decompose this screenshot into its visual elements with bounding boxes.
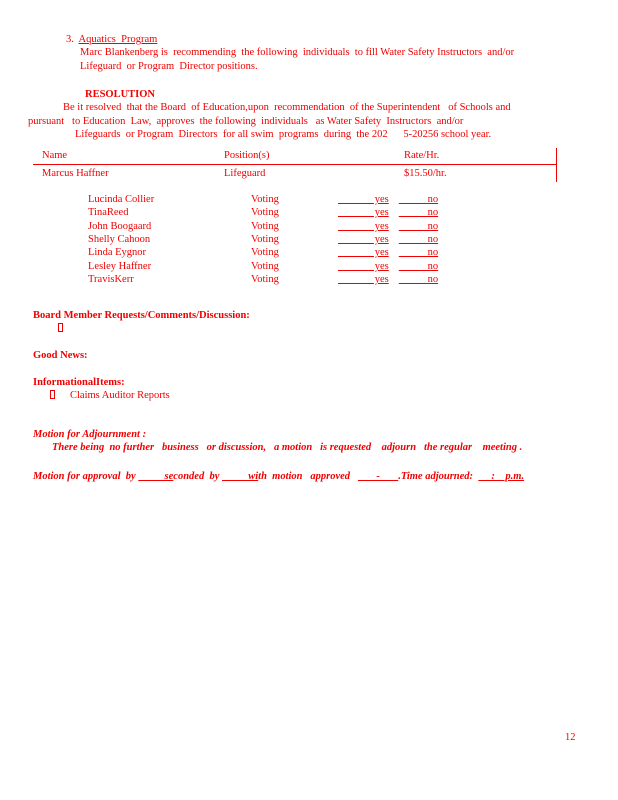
approval-part1: Motion for approval by bbox=[33, 471, 139, 482]
approval-blank-moved-by: se bbox=[138, 471, 174, 482]
vote-name: John Boogaard bbox=[88, 220, 152, 232]
vote-row bbox=[88, 260, 588, 273]
informational-heading: InformationalItems: bbox=[33, 377, 125, 388]
approval-line bbox=[33, 470, 613, 483]
header-rate: Rate/Hr. bbox=[404, 150, 440, 161]
vote-position: Voting bbox=[251, 220, 279, 232]
vote-name: Shelly Cahoon bbox=[88, 234, 151, 246]
cell-rate: $15.50/hr. bbox=[404, 168, 447, 180]
resolution-line1: Be it resolved that the Board of Education,upon recommendation of the Superintendent of Schools and bbox=[63, 102, 511, 114]
table-right-border bbox=[556, 148, 557, 182]
vote-no-blank: no bbox=[398, 247, 439, 259]
approval-part2: conded by bbox=[173, 471, 222, 482]
vote-no-blank: no bbox=[398, 260, 439, 272]
approval-blank-time: : p.m. bbox=[478, 471, 525, 482]
vote-yes-blank: yes bbox=[338, 247, 389, 259]
approval-blank-seconded-by: wi bbox=[222, 471, 259, 482]
vote-yes-blank: yes bbox=[338, 260, 389, 272]
approval-blank-vote-count: - bbox=[357, 471, 399, 482]
vote-yes-blank: yes bbox=[338, 274, 389, 286]
claims-item: Claims Auditor Reports bbox=[70, 390, 170, 402]
vote-yes-blank: yes bbox=[338, 194, 389, 205]
vote-row bbox=[88, 206, 588, 219]
empty-checkbox-icon bbox=[50, 390, 55, 399]
vote-row bbox=[88, 273, 588, 286]
informational-section bbox=[33, 376, 593, 403]
vote-name: Linda Eygnor bbox=[88, 247, 147, 259]
adjournment-body: There being no further business or discussion, a motion is requested adjourn the regular meeting . bbox=[52, 442, 523, 454]
approval-part4: .Time adjourned: bbox=[398, 471, 479, 482]
resolution-line2: pursuant to Education Law, approves the following individuals as Water Safety Instructors and/or bbox=[28, 115, 464, 127]
vote-row bbox=[88, 233, 588, 246]
vote-yes-blank: yes bbox=[338, 220, 389, 232]
vote-name: TinaReed bbox=[88, 207, 129, 219]
vote-row bbox=[88, 193, 588, 206]
aquatics-section bbox=[66, 33, 606, 73]
vote-yes-blank: yes bbox=[338, 234, 389, 246]
vote-position: Voting bbox=[251, 194, 279, 205]
resolution-section bbox=[28, 88, 610, 142]
aquatics-line1: Marc Blankenberg is recommending the following individuals to fill Water Safety Instructors and/or bbox=[80, 47, 515, 59]
rate-table bbox=[33, 148, 557, 181]
good-news-heading: Good News: bbox=[33, 350, 88, 361]
vote-row bbox=[88, 246, 588, 259]
vote-no-blank: no bbox=[398, 194, 439, 205]
header-name: Name bbox=[42, 150, 68, 161]
approval-part3: th motion approved bbox=[258, 471, 358, 482]
cell-name: Marcus Haffner bbox=[42, 168, 109, 180]
rate-table-header bbox=[33, 148, 557, 165]
vote-position: Voting bbox=[251, 247, 279, 259]
adjournment-heading: Motion for Adjournment : bbox=[33, 429, 147, 440]
header-position: Position(s) bbox=[224, 150, 270, 161]
board-member-section bbox=[33, 309, 593, 336]
cell-position: Lifeguard bbox=[224, 168, 266, 180]
aquatics-heading bbox=[66, 33, 606, 46]
good-news-section bbox=[33, 349, 593, 362]
vote-no-blank: no bbox=[398, 220, 439, 232]
vote-position: Voting bbox=[251, 234, 279, 246]
empty-checkbox-icon bbox=[58, 323, 63, 332]
aquatics-line2: Lifeguard or Program Director positions. bbox=[80, 60, 258, 72]
voting-list bbox=[88, 193, 588, 286]
table-row bbox=[33, 165, 557, 180]
board-member-heading: Board Member Requests/Comments/Discussion: bbox=[33, 310, 250, 321]
vote-position: Voting bbox=[251, 260, 279, 272]
vote-position: Voting bbox=[251, 207, 279, 219]
vote-name: TravisKerr bbox=[88, 274, 134, 286]
adjournment-section bbox=[33, 428, 608, 455]
vote-no-blank: no bbox=[398, 234, 439, 246]
aquatics-title: Aquatics Program bbox=[78, 34, 158, 45]
vote-name: Lesley Haffner bbox=[88, 260, 152, 272]
vote-yes-blank: yes bbox=[338, 207, 389, 219]
resolution-heading: RESOLUTION bbox=[85, 89, 156, 100]
item-number: 3. bbox=[66, 34, 74, 45]
vote-no-blank: no bbox=[398, 274, 439, 286]
resolution-line3: Lifeguards or Program Directors for all swim programs during the 202 5-20256 school year. bbox=[75, 129, 492, 141]
page-number: 12 bbox=[565, 732, 576, 743]
vote-no-blank: no bbox=[398, 207, 439, 219]
vote-name: Lucinda Collier bbox=[88, 194, 155, 205]
vote-position: Voting bbox=[251, 274, 279, 286]
vote-row bbox=[88, 220, 588, 233]
